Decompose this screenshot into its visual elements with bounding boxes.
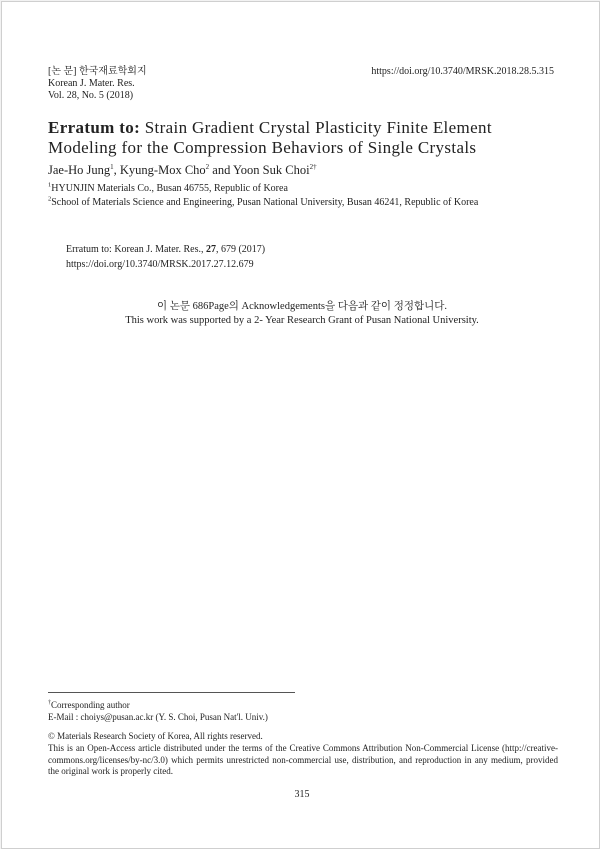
affiliation-mark: 1 (48, 181, 52, 189)
footnote-divider (48, 692, 295, 693)
author-affiliation-mark: 2† (309, 162, 317, 171)
erratum-volume: 27 (205, 244, 216, 255)
erratum-citation: Erratum to: Korean J. Mater. Res., (66, 244, 206, 255)
erratum-reference (66, 242, 265, 272)
author-name: Yoon Suk Choi (233, 163, 310, 177)
correction-korean: 이 논문 686Page의 Acknowledgements을 다음과 같이 정정합니다. (156, 301, 448, 312)
journal-name-korean: [논 문] 한국재료학회지 (48, 66, 147, 77)
author-name: Kyung-Mox Cho (119, 163, 206, 177)
article-doi[interactable]: https://doi.org/10.3740/MRSK.2018.28.5.315 (371, 66, 554, 77)
correction-english: This work was supported by a 2- Year Research Grant of Pusan National University. (125, 315, 479, 326)
correction-text (48, 300, 556, 328)
journal-volume: Vol. 28, No. 5 (2018) (48, 90, 134, 101)
corresponding-author (48, 700, 558, 712)
author-list (48, 163, 317, 178)
license-notice: This is an Open-Access article distributed under the terms of the Creative Commons Attribution Non-Commercial License (http://creative-commons.org/licenses/by-nc/3.0) which permits unrestricted non-commercial use, distribution, and reproduction in any medium, provided the original work is properly cited. (48, 743, 558, 776)
erratum-doi[interactable]: https://doi.org/10.3740/MRSK.2017.27.12.679 (66, 259, 254, 270)
journal-info (48, 66, 147, 102)
author-name: Jae-Ho Jung (48, 163, 111, 177)
affiliation-text: HYUNJIN Materials Co., Busan 46755, Republic of Korea (51, 183, 288, 194)
document-page (1, 1, 600, 849)
corresponding-mark: † (48, 700, 51, 706)
journal-name: Korean J. Mater. Res. (48, 78, 135, 89)
corresponding-email: E-Mail : choiys@pusan.ac.kr (Y. S. Choi, Pusan Nat'l. Univ.) (48, 712, 268, 722)
corresponding-label: Corresponding author (51, 700, 130, 710)
copyright-notice: © Materials Research Society of Korea, All rights reserved. (48, 731, 263, 741)
author-separator: and (209, 163, 234, 177)
affiliation-text: School of Materials Science and Engineering, Pusan National University, Busan 46241, Republic of Korea (51, 197, 479, 208)
author-separator: , (113, 163, 120, 177)
title-line-1: Strain Gradient Crystal Plasticity Finite Element (140, 118, 492, 137)
affiliation (48, 183, 288, 195)
author-affiliation-mark: 1 (110, 162, 114, 171)
affiliation (48, 197, 478, 209)
title-line-2: Modeling for the Compression Behaviors of Single Crystals (48, 138, 477, 157)
page-number: 315 (294, 789, 310, 800)
article-title (48, 118, 558, 158)
author-affiliation-mark: 2 (205, 162, 210, 171)
title-prefix: Erratum to: (48, 118, 141, 137)
affiliation-mark: 2 (48, 195, 52, 203)
erratum-pages: , 679 (2017) (215, 244, 266, 255)
